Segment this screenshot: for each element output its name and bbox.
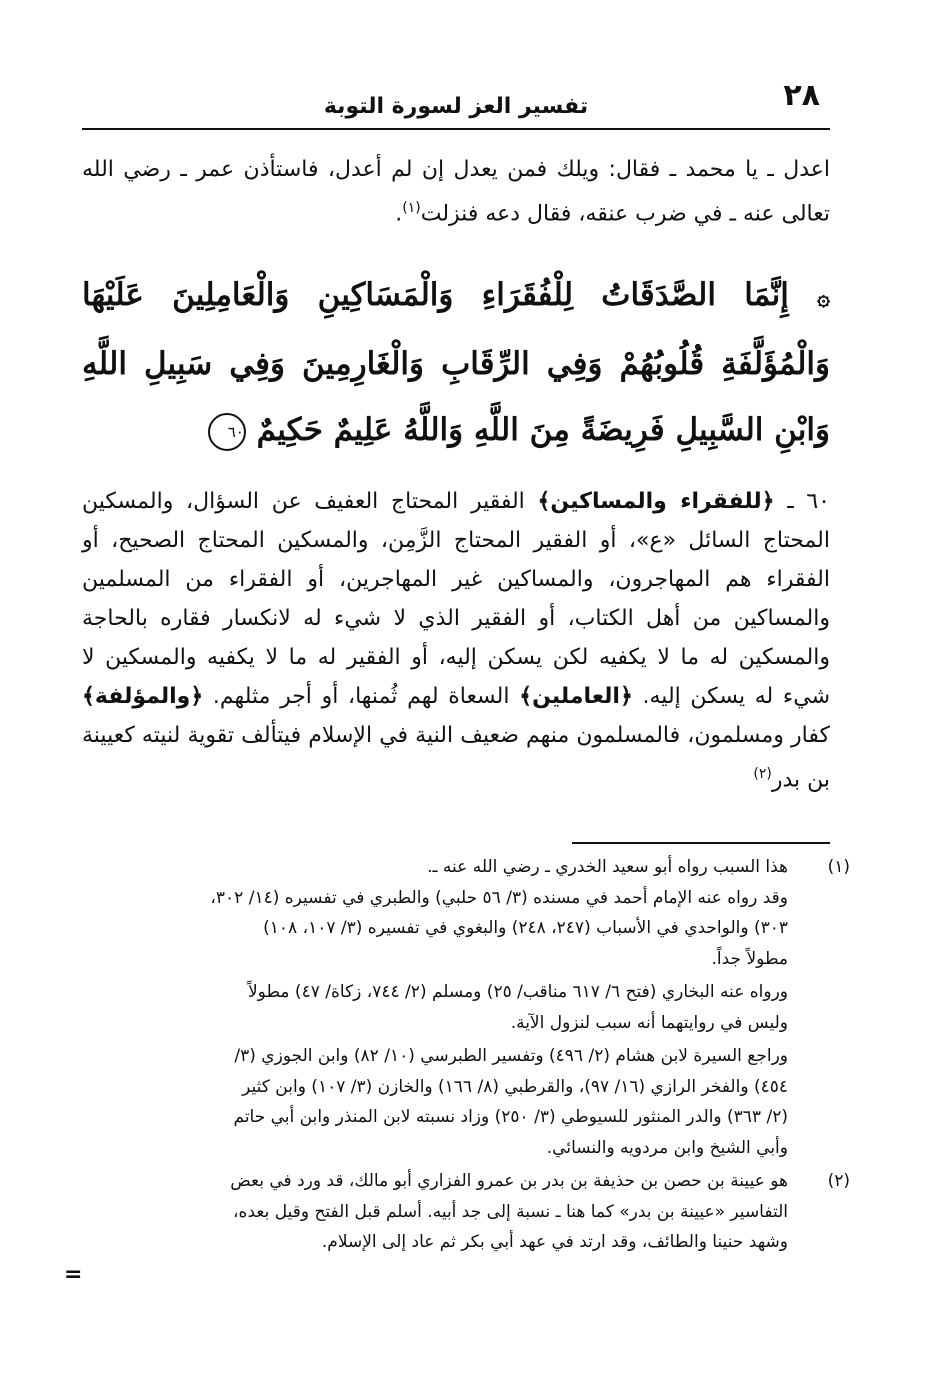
- commentary-text-1: الفقير المحتاج العفيف عن السؤال، والمسكين المحتاج السائل «ع»، أو الفقير المحتاج الزَّمِن، والمسكين المحتاج الصحيح، أو الفقراء هم المهاجرون، والمساكين غير المهاجرين، أو الفقراء من المسلمين والمساكين من أهل الكتاب، أو الفقير الذي لا شيء له لانكسار فقاره بالحاجة والمسكين له ما لا يكفيه لكن يسكن إليه، أو الفقير له ما لا يكفيه والمسكين لا شيء له يسكن إليه.: [82, 489, 831, 709]
- continuation-mark: =: [64, 1262, 83, 1287]
- commentary-text-2: السعاة لهم ثُمنها، أو أجر مثلهم.: [212, 684, 510, 709]
- quran-verse: [82, 262, 830, 463]
- footnote-line: هذا السبب رواه أبو سعيد الخدري ـ رضي الله عنه ـ.: [427, 857, 788, 877]
- footnote-line: هو عيينة بن حصن بن حذيفة بن بدر بن عمرو الفزاري أبو مالك، قد ورد في بعض: [230, 1171, 788, 1191]
- intro-paragraph: [82, 150, 830, 233]
- footnote: [80, 1041, 850, 1163]
- footnote-line: التفاسير «عيينة بن بدر» كما هنا ـ نسبة إلى جد أبيه. أسلم قبل الفتح وقيل بعده،: [233, 1201, 788, 1222]
- running-title: تفسير العز لسورة التوبة: [323, 94, 589, 119]
- ayah-number-badge: ٦٠: [208, 413, 246, 451]
- footnote-line: وقد رواه عنه الإمام أحمد في مسنده (٣/ ٥٦ حلبي) والطبري في تفسيره (١٤/ ٣٠٢،: [210, 887, 788, 908]
- hizb-marker-icon: ۞: [817, 285, 830, 311]
- term-amilin: ﴿العاملين﴾: [519, 684, 633, 709]
- footnote: [80, 852, 850, 974]
- footnote-line: مطولاً جداً.: [711, 948, 788, 969]
- footnote-line: وشهد حنينا والطائف، وقد ارتد في عهد أبي بكر ثم عاد إلى الإسلام.: [321, 1232, 788, 1252]
- footnote-ref-1: (١): [402, 200, 421, 216]
- footnote-number: (١): [827, 857, 850, 877]
- page-number: ٢٨: [783, 78, 820, 113]
- footnotes-section: [80, 852, 850, 1261]
- footnote-number: (٢): [827, 1171, 850, 1191]
- footnote-divider: [572, 842, 830, 844]
- commentary-paragraph: [82, 482, 830, 799]
- intro-text: اعدل ـ يا محمد ـ فقال: ويلك فمن يعدل إن لم أعدل، فاستأذن عمر ـ رضي الله تعالى عنه ـ في ضرب عنقه، فقال دعه فنزلت: [82, 157, 830, 227]
- term-fuqara: ﴿للفقراء والمساكين﴾: [537, 489, 775, 514]
- verse-text: إِنَّمَا الصَّدَقَاتُ لِلْفُقَرَاءِ وَالْمَسَاكِينِ وَالْعَامِلِينَ عَلَيْهَا وَالْمُؤَلَّفَةِ قُلُوبُهُمْ وَفِي الرِّقَابِ وَالْغَارِمِينَ وَفِي سَبِيلِ اللَّهِ وَابْنِ السَّبِيلِ فَرِيضَةً مِنَ اللَّهِ وَاللَّهُ عَلِيمٌ حَكِيمٌ: [82, 277, 830, 448]
- term-muallafa: ﴿والمؤلفة﴾: [82, 684, 204, 709]
- footnote-line: وراجع السيرة لابن هشام (٢/ ٤٩٦) وتفسير الطبرسي (١٠/ ٨٢) وابن الجوزي (٣/: [234, 1046, 788, 1066]
- footnote-line: (٢/ ٣٦٣) والدر المنثور للسيوطي (٣/ ٢٥٠) وزاد نسبته لابن المنذر وابن أبي حاتم: [233, 1107, 788, 1127]
- page-header: [82, 72, 830, 130]
- commentary-number: ٦٠ ـ: [787, 489, 830, 514]
- footnote-line: وليس في روايتهما أنه سبب لنزول الآية.: [510, 1012, 788, 1033]
- intro-end: .: [395, 201, 403, 227]
- footnote-line: وأبي الشيخ وابن مردويه والنسائي.: [546, 1137, 788, 1158]
- footnote: [80, 977, 850, 1038]
- commentary-text-3: كفار ومسلمون، فالمسلمون منهم ضعيف النية في الإسلام فيتألف تقوية لنيته كعيينة بن بدر: [82, 723, 830, 793]
- footnote-line: ٤٥٤) والفخر الرازي (١٦/ ٩٧)، والقرطبي (٨/ ١٦٦) والخازن (٣/ ١٠٧) وابن كثير: [242, 1076, 788, 1097]
- footnote: [80, 1166, 850, 1258]
- footnote-ref-2: (٢): [753, 766, 772, 782]
- footnote-line: ورواه عنه البخاري (فتح ٦/ ٦١٧ مناقب/ ٢٥) ومسلم (٢/ ٧٤٤، زكاة/ ٤٧) مطولاً: [247, 982, 788, 1002]
- footnote-line: ٣٠٣) والواحدي في الأسباب (٢٤٧، ٢٤٨) والبغوي في تفسيره (٣/ ١٠٧، ١٠٨): [263, 918, 788, 938]
